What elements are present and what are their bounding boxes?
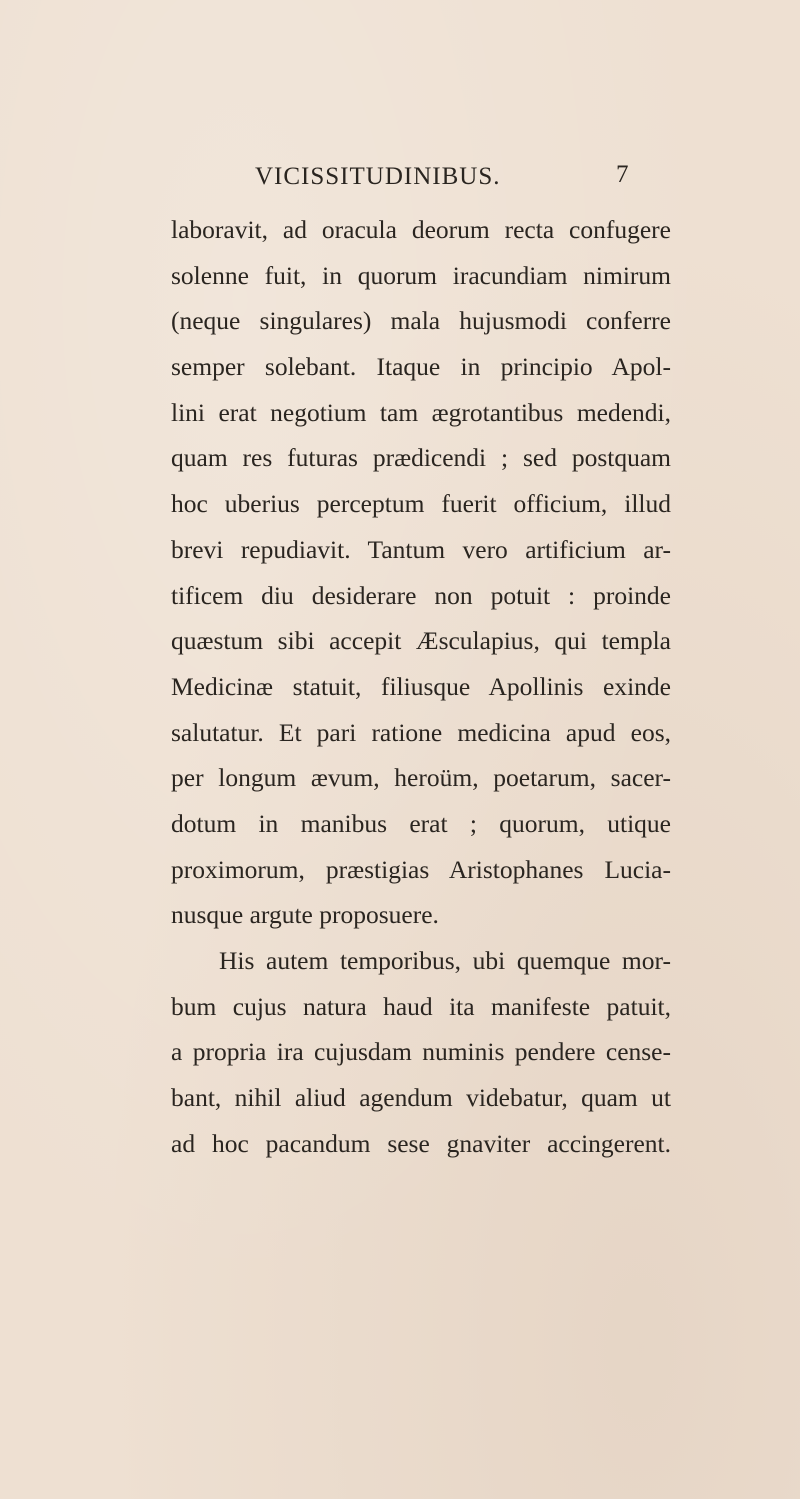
text-line: nusque argute proposuere. xyxy=(171,900,439,930)
text-line: quam res futuras prædicendi ; sed postquam xyxy=(171,443,671,473)
text-line: proximorum, præstigias Aristophanes Lucia- xyxy=(171,854,671,884)
text-line: ad hoc pacandum sese gnaviter accingerent. xyxy=(171,1128,671,1158)
text-line: Medicinæ statuit, filiusque Apollinis exinde xyxy=(171,671,671,701)
text-line: bant, nihil aliud agendum videbatur, quam ut xyxy=(171,1083,671,1113)
text-line: per longum ævum, heroüm, poetarum, sacer- xyxy=(171,763,671,793)
text-line: His autem temporibus, ubi quemque mor- xyxy=(219,946,671,975)
text-line: laboravit, ad oracula deorum recta confugere xyxy=(171,215,671,244)
text-line: brevi repudiavit. Tantum vero artificium ar- xyxy=(171,534,671,564)
text-line: hoc uberius perceptum fuerit officium, illud xyxy=(171,489,671,519)
running-head: VICISSITUDINIBUS. xyxy=(255,163,501,190)
text-line: a propria ira cujusdam numinis pendere cense- xyxy=(171,1037,671,1067)
text-line: semper solebant. Itaque in principio Apol- xyxy=(171,352,671,382)
body-text xyxy=(171,207,671,1166)
text-line: dotum in manibus erat ; quorum, utique xyxy=(171,808,671,838)
text-line: lini erat negotium tam ægrotantibus medendi, xyxy=(171,397,671,427)
text-line: tificem diu desiderare non potuit : proinde xyxy=(171,580,671,610)
page-number: 7 xyxy=(616,161,629,188)
text-line: solenne fuit, in quorum iracundiam nimirum xyxy=(171,260,671,290)
text-line: (neque singulares) mala hujusmodi conferre xyxy=(171,306,671,336)
text-line: quæstum sibi accepit Æsculapius, qui templa xyxy=(171,626,671,656)
text-line: salutatur. Et pari ratione medicina apud eos, xyxy=(171,717,671,747)
text-line: bum cujus natura haud ita manifeste patuit, xyxy=(171,991,671,1021)
